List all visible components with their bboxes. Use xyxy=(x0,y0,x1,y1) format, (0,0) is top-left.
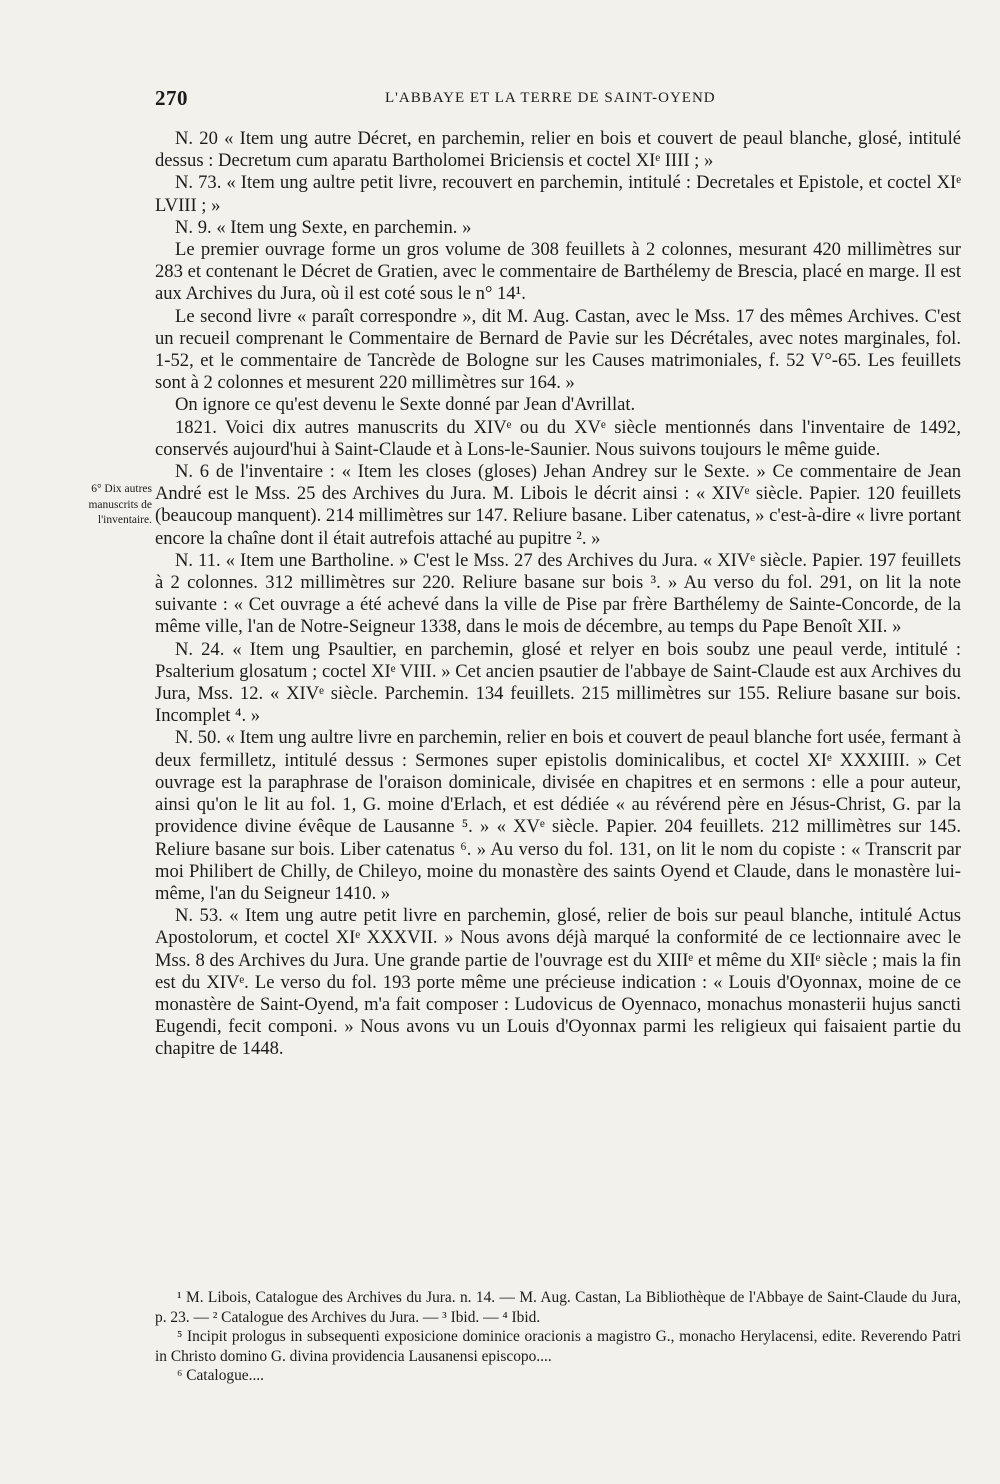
paragraph: Le second livre « paraît correspondre », dit M. Aug. Castan, avec le Mss. 17 des mêmes Archives. C'est un recueil comprenant le Commentaire de Bernard de Pavie sur les Décrétales, avec notes marginales, fol. 1-52, et le commentaire de Tancrède de Bologne sur les Causes matrimoniales, f. 52 V°-65. Les feuillets sont à 2 colonnes et mesurent 220 millimètres sur 164. » xyxy=(155,305,961,394)
paragraph: N. 11. « Item une Bartholine. » C'est le Mss. 27 des Archives du Jura. « XIVᵉ siècle. Papier. 197 feuillets à 2 colonnes. 312 millimètres sur 220. Reliure basane sur bois ³. » Au verso du fol. 291, on lit la note suivante : « Cet ouvrage a été achevé dans la ville de Pise par frère Barthélemy de Sainte-Concorde, de la même ville, l'an de Notre-Seigneur 1338, dans le mois de décembre, au temps du Pape Benoît XII. » xyxy=(155,549,961,638)
paragraph: N. 6 de l'inventaire : « Item les closes (gloses) Jehan Andrey sur le Sexte. » Ce commentaire de Jean André est le Mss. 25 des Archives du Jura. M. Libois le décrit ainsi : « XIVᵉ siècle. Papier. 120 feuillets (beaucoup manquent). 214 millimètres sur 147. Reliure basane. Liber catenatus, » c'est-à-dire « livre portant encore la chaîne dont il était autrefois attaché au pupitre ². » xyxy=(155,461,961,549)
page-number: 270 xyxy=(155,86,188,110)
running-title: L'ABBAYE ET LA TERRE DE SAINT-OYEND xyxy=(385,90,716,106)
paragraph: N. 53. « Item ung autre petit livre en parchemin, glosé, relier de bois sur peaul blanche, intitulé Actus Apostolorum, et coctel XIᵉ XXXVII. » Nous avons déjà marqué la conformité de ce lectionnaire avec le Mss. 8 des Archives du Jura. Une grande partie de l'ouvrage est du XIIIᵉ et même du XIIᵉ siècle ; mais la fin est du XIVᵉ. Le verso du fol. 193 porte même une précieuse indication : « Louis d'Oyonnax, moine de ce monastère de Saint-Oyend, m'a fait composer : Ludovicus de Oyennaco, monachus monasterii hujus sancti Eugendi, fecit componi. » Nous avons vu un Louis d'Oyonnax parmi les religieux qui faisaient partie du chapitre de 1448. xyxy=(155,905,961,1060)
paragraph: N. 20 « Item ung autre Décret, en parchemin, relier en bois et couvert de peaul blanche, glosé, intitulé dessus : Decretum cum aparatu Bartholomei Briciensis et coctel XIᵉ IIII ; » xyxy=(155,128,961,172)
main-text xyxy=(155,128,961,1061)
paragraph: N. 50. « Item ung aultre livre en parchemin, relier en bois et couvert de peaul blanche fort usée, fermant à deux fermilletz, intitulé dessus : Sermones super epistolis dominicalibus, et coctel XIᵉ XXXIIII. » Cet ouvrage est la paraphrase de l'oraison dominicale, divisée en chapitres et en sermons : elle a pour auteur, ainsi qu'on le lit au fol. 1, G. moine d'Erlach, et est dédiée « au révérend père en Jésus-Christ, G. par la providence divine évêque de Lausanne ⁵. » « XVᵉ siècle. Papier. 204 feuillets. 212 millimètres sur 145. Reliure basane sur bois. Liber catenatus ⁶. » Au verso du fol. 131, on lit le nom du copiste : « Transcrit par moi Philibert de Chilly, de Chileyo, moine du monastère des saints Oyend et Claude, dans le monastère lui-même, l'an du Seigneur 1410. » xyxy=(155,727,961,904)
margin-note: 6° Dix autres manuscrits de l'inventaire. xyxy=(88,483,152,526)
paragraph: N. 24. « Item ung Psaultier, en parchemin, glosé et relyer en bois soubz une peaul verde, intitulé : Psalterium glosatum ; coctel XIᵉ VIII. » Cet ancien psautier de l'abbaye de Saint-Claude est aux Archives du Jura, Mss. 12. « XIVᵉ siècle. Parchemin. 134 feuillets. 215 millimètres sur 155. Reliure basane sur bois. Incomplet ⁴. » xyxy=(155,638,961,727)
paragraph: Le premier ouvrage forme un gros volume de 308 feuillets à 2 colonnes, mesurant 420 millimètres sur 283 et contenant le Décret de Gratien, avec le commentaire de Barthélemy de Brescia, placé en marge. Il est aux Archives du Jura, où il est coté sous le n° 14¹. xyxy=(155,239,961,305)
footnote: ⁶ Catalogue.... xyxy=(177,1367,265,1384)
footnotes xyxy=(155,1288,961,1386)
paragraph: N. 73. « Item ung aultre petit livre, recouvert en parchemin, intitulé : Decretales et Epistole, et coctel XIᵉ LVIII ; » xyxy=(155,172,961,216)
paragraph: 1821. Voici dix autres manuscrits du XIVᵉ ou du XVᵉ siècle mentionnés dans l'inventaire de 1492, conservés aujourd'hui à Saint-Claude et à Lons-le-Saunier. Nous suivons toujours le même guide. xyxy=(155,416,961,460)
paragraph: On ignore ce qu'est devenu le Sexte donné par Jean d'Avrillat. xyxy=(175,394,636,416)
footnote: ⁵ Incipit prologus in subsequenti exposicione dominice oracionis a magistro G., monacho Herylacensi, edite. Reverendo Patri in Christo domino G. divina providencia Lausanensi episcopo.... xyxy=(155,1328,961,1365)
footnote: ¹ M. Libois, Catalogue des Archives du Jura. n. 14. — M. Aug. Castan, La Bibliothèque de l'Abbaye de Saint-Claude du Jura, p. 23. — ² Catalogue des Archives du Jura. — ³ Ibid. — ⁴ Ibid. xyxy=(155,1289,961,1326)
paragraph: N. 9. « Item ung Sexte, en parchemin. » xyxy=(175,216,472,238)
page-header xyxy=(155,86,961,116)
